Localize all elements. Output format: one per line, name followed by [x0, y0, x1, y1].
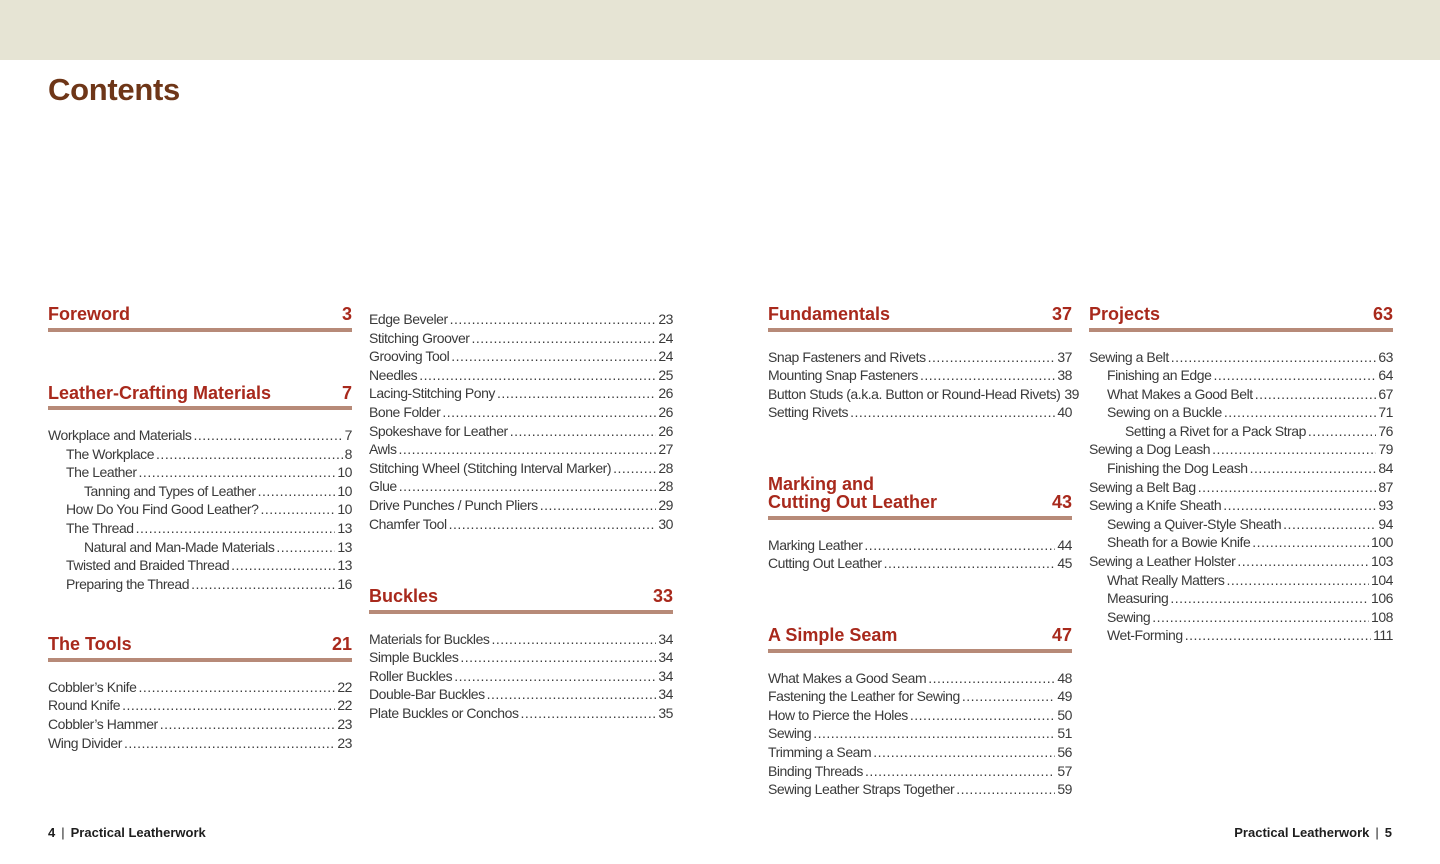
entry-label: Preparing the Thread — [66, 575, 190, 592]
entry-label: Sewing — [1107, 608, 1151, 625]
entry-page: 22 — [337, 678, 352, 695]
toc-entry[interactable] — [48, 575, 352, 594]
leader-dots — [258, 482, 336, 501]
toc-entry[interactable] — [1089, 515, 1393, 534]
entry-page: 16 — [337, 575, 352, 592]
entry-page: 76 — [1378, 422, 1393, 439]
toc-entry[interactable] — [369, 347, 673, 366]
entry-label: Stitching Groover — [369, 329, 470, 346]
section-materials — [48, 384, 352, 594]
entry-page: 84 — [1378, 460, 1393, 477]
entry-label: Workplace and Materials — [48, 427, 192, 443]
entry-page: 25 — [658, 366, 673, 383]
leader-dots — [1308, 422, 1376, 441]
toc-entry[interactable] — [768, 706, 1072, 725]
leader-dots — [540, 496, 657, 515]
entry-label: Cobbler’s Hammer — [48, 716, 158, 733]
toc-entry[interactable] — [369, 477, 673, 496]
footer-right — [1234, 825, 1392, 840]
entry-label: How to Pierce the Holes — [768, 706, 908, 723]
entry-label: Cobbler’s Knife — [48, 678, 137, 695]
section-page: 21 — [331, 634, 352, 655]
leader-dots — [491, 630, 656, 649]
toc-entry[interactable] — [369, 310, 673, 329]
leader-dots — [873, 743, 1055, 762]
entry-label: Bone Folder — [369, 403, 441, 420]
toc-entry[interactable] — [768, 366, 1072, 385]
leader-dots — [276, 538, 335, 557]
leader-dots — [1255, 385, 1377, 404]
leader-dots — [1185, 626, 1371, 645]
entry-page: 26 — [658, 403, 673, 420]
leader-dots — [1213, 366, 1376, 385]
footer-separator: | — [1375, 825, 1379, 840]
entry-label: Double-Bar Buckles — [369, 686, 485, 703]
leader-dots — [1223, 496, 1376, 515]
entry-page: 10 — [337, 501, 352, 518]
entry-page: 23 — [337, 734, 352, 751]
toc-entry[interactable] — [768, 536, 1072, 555]
toc-entry[interactable] — [1089, 608, 1393, 627]
section-title: Projects — [1089, 304, 1161, 324]
toc-entry[interactable] — [369, 704, 673, 723]
section-heading[interactable] — [1089, 305, 1393, 332]
entry-label: Sewing on a Buckle — [1107, 404, 1222, 421]
entry-list — [1089, 348, 1393, 646]
entry-page: 10 — [337, 464, 352, 481]
section-page: 33 — [652, 586, 673, 607]
section-heading[interactable] — [48, 635, 352, 662]
entry-page: 35 — [658, 705, 673, 721]
entry-page: 56 — [1057, 743, 1072, 760]
leader-dots — [487, 685, 657, 704]
leader-dots — [962, 687, 1055, 706]
entry-list — [48, 678, 352, 752]
leader-dots — [1250, 459, 1377, 478]
entry-page: 24 — [658, 329, 673, 346]
entry-page: 37 — [1057, 348, 1072, 365]
entry-label: Lacing-Stitching Pony — [369, 385, 495, 402]
entry-page: 29 — [658, 496, 673, 513]
toc-entry[interactable] — [48, 519, 352, 538]
entry-page: 79 — [1378, 441, 1393, 458]
leader-dots — [193, 426, 342, 445]
entry-page: 57 — [1057, 762, 1072, 779]
entry-page: 22 — [337, 697, 352, 714]
entry-page: 67 — [1378, 385, 1393, 402]
toc-entry[interactable] — [369, 403, 673, 422]
toc-column-4 — [1089, 305, 1393, 645]
toc-entry[interactable] — [1089, 571, 1393, 590]
section-title: The Tools — [48, 634, 132, 655]
toc-entry[interactable] — [1089, 403, 1393, 422]
entry-label: Sewing a Dog Leash — [1089, 441, 1211, 458]
toc-entry[interactable] — [48, 696, 352, 715]
leader-dots — [399, 477, 657, 496]
leader-dots — [1283, 515, 1376, 534]
toc-entry[interactable] — [768, 743, 1072, 762]
section-tools-continued — [369, 310, 673, 533]
entry-label: Sewing Leather Straps Together — [768, 781, 955, 798]
entry-page: 103 — [1370, 553, 1393, 570]
entry-label: Chamfer Tool — [369, 515, 447, 532]
leader-dots — [156, 445, 343, 464]
entry-label: Button Studs (a.k.a. Button or Round-Head Rivets) — [768, 385, 1061, 402]
entry-page: 45 — [1057, 555, 1072, 572]
section-page: 47 — [1051, 625, 1072, 646]
leader-dots — [497, 384, 656, 403]
entry-label: Roller Buckles — [369, 667, 453, 684]
entry-page: 7 — [344, 427, 352, 443]
leader-dots — [510, 422, 657, 441]
entry-label: What Makes a Good Belt — [1107, 385, 1253, 402]
entry-page: 10 — [337, 482, 352, 499]
leader-dots — [1198, 478, 1377, 497]
toc-entry[interactable] — [1089, 459, 1393, 478]
entry-label: Round Knife — [48, 697, 121, 714]
toc-entry[interactable] — [768, 669, 1072, 688]
toc-entry[interactable] — [768, 385, 1080, 404]
entry-page: 26 — [658, 422, 673, 439]
toc-entry[interactable] — [1089, 348, 1393, 367]
entry-label: Snap Fasteners and Rivets — [768, 348, 926, 365]
entry-label: Marking Leather — [768, 536, 863, 553]
entry-page: 49 — [1057, 688, 1072, 705]
entry-page: 34 — [658, 630, 673, 647]
entry-label: Tanning and Types of Leather — [84, 482, 256, 499]
toc-entry[interactable] — [768, 724, 1072, 743]
entry-page: 28 — [658, 478, 673, 495]
section-fundamentals — [768, 304, 1080, 422]
entry-label: The Thread — [66, 519, 134, 536]
entry-page: 13 — [337, 519, 352, 536]
section-heading[interactable] — [48, 305, 352, 332]
toc-entry[interactable] — [369, 667, 673, 686]
leader-dots — [124, 734, 335, 753]
footer-separator: | — [61, 825, 65, 840]
leader-dots — [136, 519, 336, 538]
entry-page: 13 — [337, 538, 352, 555]
entry-label: Awls — [369, 441, 397, 458]
section-marking — [768, 475, 1072, 573]
toc-entry[interactable] — [768, 403, 1072, 422]
leader-dots — [1152, 608, 1369, 627]
entry-page: 104 — [1370, 571, 1393, 588]
entry-page: 44 — [1057, 536, 1072, 553]
leader-dots — [910, 706, 1055, 725]
leader-dots — [1171, 348, 1377, 367]
entry-label: Natural and Man-Made Materials — [84, 538, 275, 555]
entry-page: 108 — [1370, 608, 1393, 625]
entry-page: 26 — [658, 385, 673, 402]
toc-entry[interactable] — [48, 734, 352, 753]
leader-dots — [1224, 403, 1376, 422]
section-projects — [1089, 305, 1393, 645]
leader-dots — [865, 762, 1055, 781]
entry-label: Finishing an Edge — [1107, 367, 1212, 384]
toc-entry[interactable] — [369, 384, 673, 403]
toc-entry[interactable] — [1089, 422, 1393, 441]
section-heading[interactable] — [768, 626, 1072, 653]
entry-page: 34 — [658, 667, 673, 684]
entry-label: The Leather — [66, 464, 137, 481]
entry-page: 50 — [1057, 706, 1072, 723]
toc-column-3 — [768, 304, 1080, 799]
entry-label: Sewing a Knife Sheath — [1089, 497, 1222, 514]
leader-dots — [260, 500, 335, 519]
section-page: 7 — [341, 382, 352, 403]
entry-list — [48, 426, 352, 593]
leader-dots — [419, 366, 656, 385]
toc-entry[interactable] — [48, 426, 352, 445]
toc-entry[interactable] — [48, 482, 352, 501]
page-title: Contents — [48, 72, 180, 107]
section-page: 37 — [1051, 304, 1072, 324]
toc-entry[interactable] — [1089, 440, 1393, 459]
entry-list — [768, 348, 1080, 422]
entry-page: 34 — [658, 649, 673, 666]
toc-entry[interactable] — [1089, 385, 1393, 404]
section-heading[interactable] — [768, 475, 1072, 520]
entry-list — [768, 669, 1072, 799]
entry-label: Fastening the Leather for Sewing — [768, 688, 960, 705]
entry-page: 48 — [1057, 669, 1072, 686]
entry-page: 51 — [1057, 725, 1072, 742]
entry-label: Edge Beveler — [369, 311, 448, 327]
section-title: Marking and Cutting Out Leather — [768, 473, 937, 513]
entry-label: Needles — [369, 366, 418, 383]
toc-entry[interactable] — [768, 554, 1072, 573]
book-title-right: Practical Leatherwork — [1234, 825, 1370, 840]
section-buckles — [369, 587, 673, 722]
entry-label: Plate Buckles or Conchos — [369, 705, 519, 721]
section-foreword — [48, 305, 352, 332]
leader-dots — [1212, 440, 1376, 459]
leader-dots — [1237, 552, 1369, 571]
page-number-left: 4 — [48, 825, 56, 840]
page-number-right: 5 — [1384, 825, 1392, 840]
toc-entry[interactable] — [369, 440, 673, 459]
entry-page: 38 — [1057, 367, 1072, 384]
entry-page: 63 — [1378, 348, 1393, 365]
toc-entry[interactable] — [1089, 496, 1393, 515]
leader-dots — [521, 704, 657, 723]
leader-dots — [191, 575, 335, 594]
toc-column-1 — [48, 305, 352, 752]
entry-page: 100 — [1370, 534, 1393, 551]
entry-page: 40 — [1057, 404, 1072, 421]
toc-entry[interactable] — [369, 459, 673, 478]
leader-dots — [884, 554, 1056, 573]
entry-label: Sewing a Leather Holster — [1089, 553, 1236, 570]
entry-page: 71 — [1378, 404, 1393, 421]
toc-entry[interactable] — [369, 496, 673, 515]
book-title-left: Practical Leatherwork — [70, 825, 206, 840]
section-title: Leather-Crafting Materials — [48, 382, 272, 403]
toc-entry[interactable] — [1089, 552, 1393, 571]
entry-label: Trimming a Seam — [768, 743, 872, 760]
leader-dots — [1170, 589, 1369, 608]
entry-page: 106 — [1370, 590, 1393, 607]
leader-dots — [442, 403, 656, 422]
entry-label: How Do You Find Good Leather? — [66, 501, 259, 518]
leader-dots — [613, 459, 656, 478]
leader-dots — [920, 366, 1055, 385]
leader-dots — [138, 678, 335, 697]
leader-dots — [864, 536, 1055, 555]
entry-page: 8 — [344, 445, 352, 462]
entry-label: Cutting Out Leather — [768, 555, 882, 572]
header-band — [0, 0, 1440, 60]
toc-entry[interactable] — [48, 445, 352, 464]
entry-label: Spokeshave for Leather — [369, 422, 508, 439]
section-heading[interactable] — [768, 305, 1072, 332]
toc-entry[interactable] — [48, 556, 352, 575]
entry-label: Mounting Snap Fasteners — [768, 367, 918, 384]
toc-entry[interactable] — [369, 329, 673, 348]
section-title: Foreword — [48, 304, 131, 324]
toc-entry[interactable] — [1089, 626, 1393, 645]
entry-label: Stitching Wheel (Stitching Interval Marker) — [369, 459, 612, 476]
entry-page: 27 — [658, 441, 673, 458]
entry-label: Twisted and Braided Thread — [66, 557, 230, 574]
section-title: Fundamentals — [768, 304, 891, 324]
leader-dots — [122, 696, 335, 715]
toc-entry[interactable] — [48, 500, 352, 519]
toc-entry[interactable] — [369, 685, 673, 704]
entry-page: 59 — [1057, 781, 1072, 798]
section-title: A Simple Seam — [768, 625, 898, 646]
section-page: 63 — [1372, 304, 1393, 324]
toc-column-2 — [369, 310, 673, 723]
toc-entry[interactable] — [48, 538, 352, 557]
entry-page: 13 — [337, 557, 352, 574]
entry-list — [369, 630, 673, 723]
entry-label: Binding Threads — [768, 762, 863, 779]
entry-label: Sewing a Belt Bag — [1089, 478, 1196, 495]
entry-list — [369, 310, 673, 533]
leader-dots — [956, 780, 1055, 799]
entry-page: 34 — [658, 686, 673, 703]
leader-dots — [139, 463, 336, 482]
toc-entry[interactable] — [768, 687, 1072, 706]
section-seam — [768, 626, 1072, 799]
toc-entry[interactable] — [768, 348, 1072, 367]
leader-dots — [1226, 571, 1369, 590]
entry-page: 93 — [1378, 497, 1393, 514]
entry-page: 28 — [658, 459, 673, 476]
entry-label: Sewing a Quiver-Style Sheath — [1107, 515, 1282, 532]
entry-label: Setting a Rivet for a Pack Strap — [1125, 422, 1306, 439]
entry-label: Wet-Forming — [1107, 627, 1183, 644]
entry-page: 30 — [658, 515, 673, 532]
entry-page: 111 — [1373, 627, 1393, 644]
entry-label: What Really Matters — [1107, 571, 1225, 588]
leader-dots — [399, 440, 657, 459]
leader-dots — [231, 556, 335, 575]
toc-entry[interactable] — [1089, 366, 1393, 385]
leader-dots — [472, 329, 657, 348]
entry-page: 87 — [1378, 478, 1393, 495]
entry-label: Glue — [369, 478, 397, 495]
entry-page: 64 — [1378, 367, 1393, 384]
entry-label: Materials for Buckles — [369, 630, 490, 647]
toc-entry[interactable] — [369, 515, 673, 534]
leader-dots — [449, 515, 657, 534]
entry-label: Measuring — [1107, 590, 1169, 607]
entry-page: 23 — [658, 311, 673, 327]
entry-page: 94 — [1378, 515, 1393, 532]
entry-label: Sewing — [768, 725, 812, 742]
entry-label: Simple Buckles — [369, 649, 459, 666]
footer-left — [48, 825, 206, 840]
leader-dots — [451, 347, 656, 366]
section-tools — [48, 635, 352, 752]
section-page: 3 — [341, 304, 352, 324]
toc-entry[interactable] — [369, 366, 673, 385]
entry-list — [768, 536, 1072, 573]
section-heading[interactable] — [48, 384, 352, 411]
leader-dots — [1252, 533, 1369, 552]
entry-label: Setting Rivets — [768, 404, 849, 421]
leader-dots — [928, 669, 1055, 688]
toc-entry[interactable] — [1089, 533, 1393, 552]
toc-entry[interactable] — [48, 463, 352, 482]
entry-label: Sheath for a Bowie Knife — [1107, 534, 1251, 551]
toc-entry[interactable] — [1089, 589, 1393, 608]
section-title: Buckles — [369, 586, 439, 607]
section-heading[interactable] — [369, 587, 673, 614]
toc-entry[interactable] — [768, 762, 1072, 781]
toc-entry[interactable] — [768, 780, 1072, 799]
toc-entry[interactable] — [1089, 478, 1393, 497]
section-page: 43 — [1051, 492, 1072, 513]
leader-dots — [813, 724, 1055, 743]
leader-dots — [928, 348, 1056, 367]
entry-label: Drive Punches / Punch Pliers — [369, 496, 538, 513]
entry-label: The Workplace — [66, 445, 155, 462]
leader-dots — [160, 715, 336, 734]
entry-label: Wing Divider — [48, 734, 122, 751]
entry-label: Grooving Tool — [369, 348, 450, 365]
leader-dots — [450, 310, 657, 329]
entry-label: What Makes a Good Seam — [768, 669, 927, 686]
toc-entry[interactable] — [48, 715, 352, 734]
leader-dots — [454, 667, 656, 686]
toc-entry[interactable] — [369, 422, 673, 441]
entry-label: Finishing the Dog Leash — [1107, 460, 1248, 477]
toc-entry[interactable] — [369, 648, 673, 667]
entry-page: 24 — [658, 348, 673, 365]
leader-dots — [460, 648, 656, 667]
toc-entry[interactable] — [48, 678, 352, 697]
entry-label: Sewing a Belt — [1089, 348, 1169, 365]
toc-entry[interactable] — [369, 630, 673, 649]
entry-page: 39 — [1064, 385, 1080, 402]
entry-page: 23 — [337, 716, 352, 733]
leader-dots — [850, 403, 1055, 422]
